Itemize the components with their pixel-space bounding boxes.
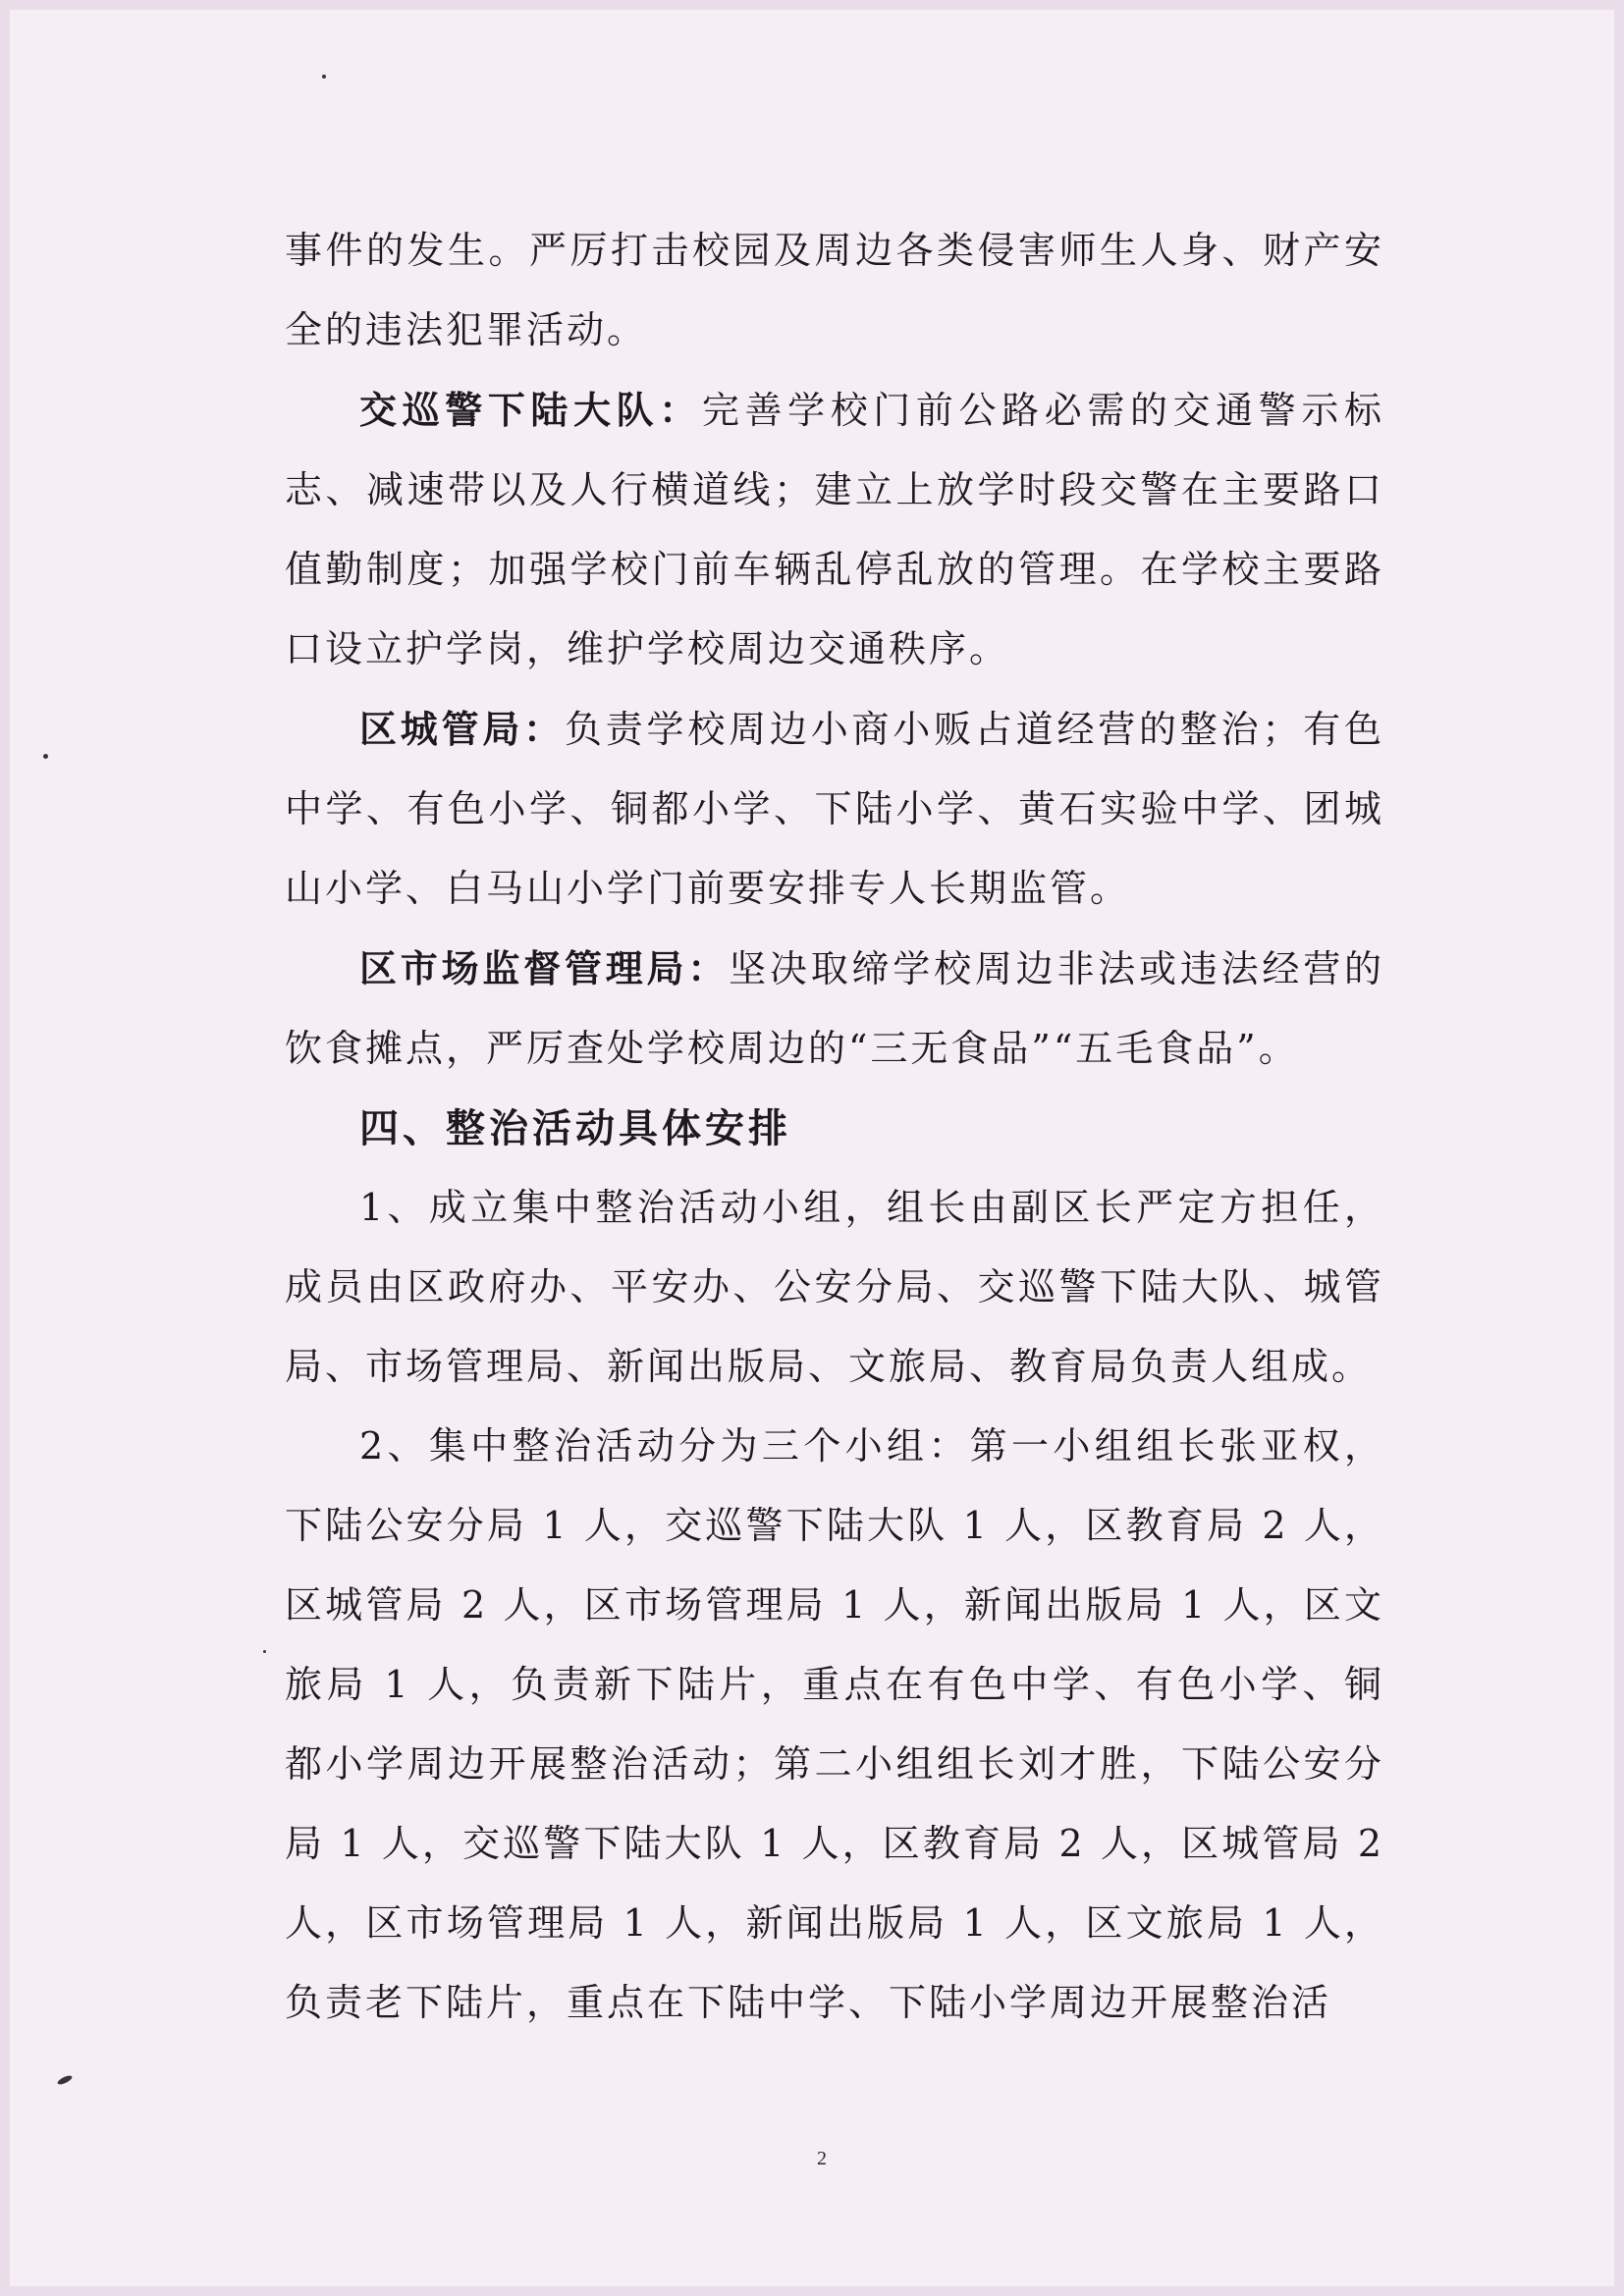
page-number: 2 — [817, 2148, 827, 2169]
section-heading: 四、整治活动具体安排 — [359, 1105, 791, 1151]
paragraph-continuation — [285, 211, 1384, 370]
scan-speck — [322, 75, 326, 79]
paragraph-text: 负责学校周边小商小贩占道经营的整治；有色中学、有色小学、铜都小学、下陆小学、黄石实验中学、团城山小学、白马山小学门前要安排专人长期监管。 — [285, 708, 1384, 910]
paragraph-label: 区城管局： — [359, 707, 565, 751]
paragraph-traffic-police — [285, 370, 1384, 689]
paragraph-urban-management — [285, 689, 1384, 929]
paragraph-market-supervision — [285, 929, 1384, 1089]
paragraph-label: 交巡警下陆大队： — [359, 388, 702, 432]
list-item: 2、集中整治活动分为三个小组：第一小组组长张亚权，下陆公安分局 1 人，交巡警下陆大队 1 人，区教育局 2 人，区城管局 2 人，区市场管理局 1 人，新闻出版局 1 人，区文旅局 1 人，负责新下陆片，重点在有色中学、有色小学、铜都小学周边开展整治活动；第二小组组长刘才胜，下陆公安分局 1 人，交巡警下陆大队 1 人，区教育局 2 人，区城管局 2 人，区市场管理局 1 人，新闻出版局 1 人，区文旅局 1 人，负责老下陆片，重点在下陆中学、下陆小学周边开展整治活 — [285, 1424, 1384, 2024]
paragraph-text: 完善学校门前公路必需的交通警示标志、减速带以及人行横道线；建立上放学时段交警在主要路口值勤制度；加强学校门前车辆乱停乱放的管理。在学校主要路口设立护学岗，维护学校周边交通秩序。 — [285, 389, 1384, 670]
scan-speck — [43, 754, 48, 759]
paragraph-text: 坚决取缔学校周边非法或违法经营的饮食摊点，严厉查处学校周边的“三无食品”“五毛食品”。 — [285, 947, 1384, 1070]
scan-speck — [56, 2074, 73, 2086]
list-item: 1、成立集中整治活动小组，组长由副区长严定方担任，成员由区政府办、平安办、公安分局、交巡警下陆大队、城管局、市场管理局、新闻出版局、文旅局、教育局负责人组成。 — [285, 1186, 1384, 1388]
document-body — [285, 211, 1384, 2043]
paragraph-text: 事件的发生。严厉打击校园及周边各类侵害师生人身、财产安全的违法犯罪活动。 — [285, 229, 1384, 351]
paragraph-label: 区市场监督管理局： — [359, 946, 730, 990]
scan-speck — [263, 1650, 266, 1653]
